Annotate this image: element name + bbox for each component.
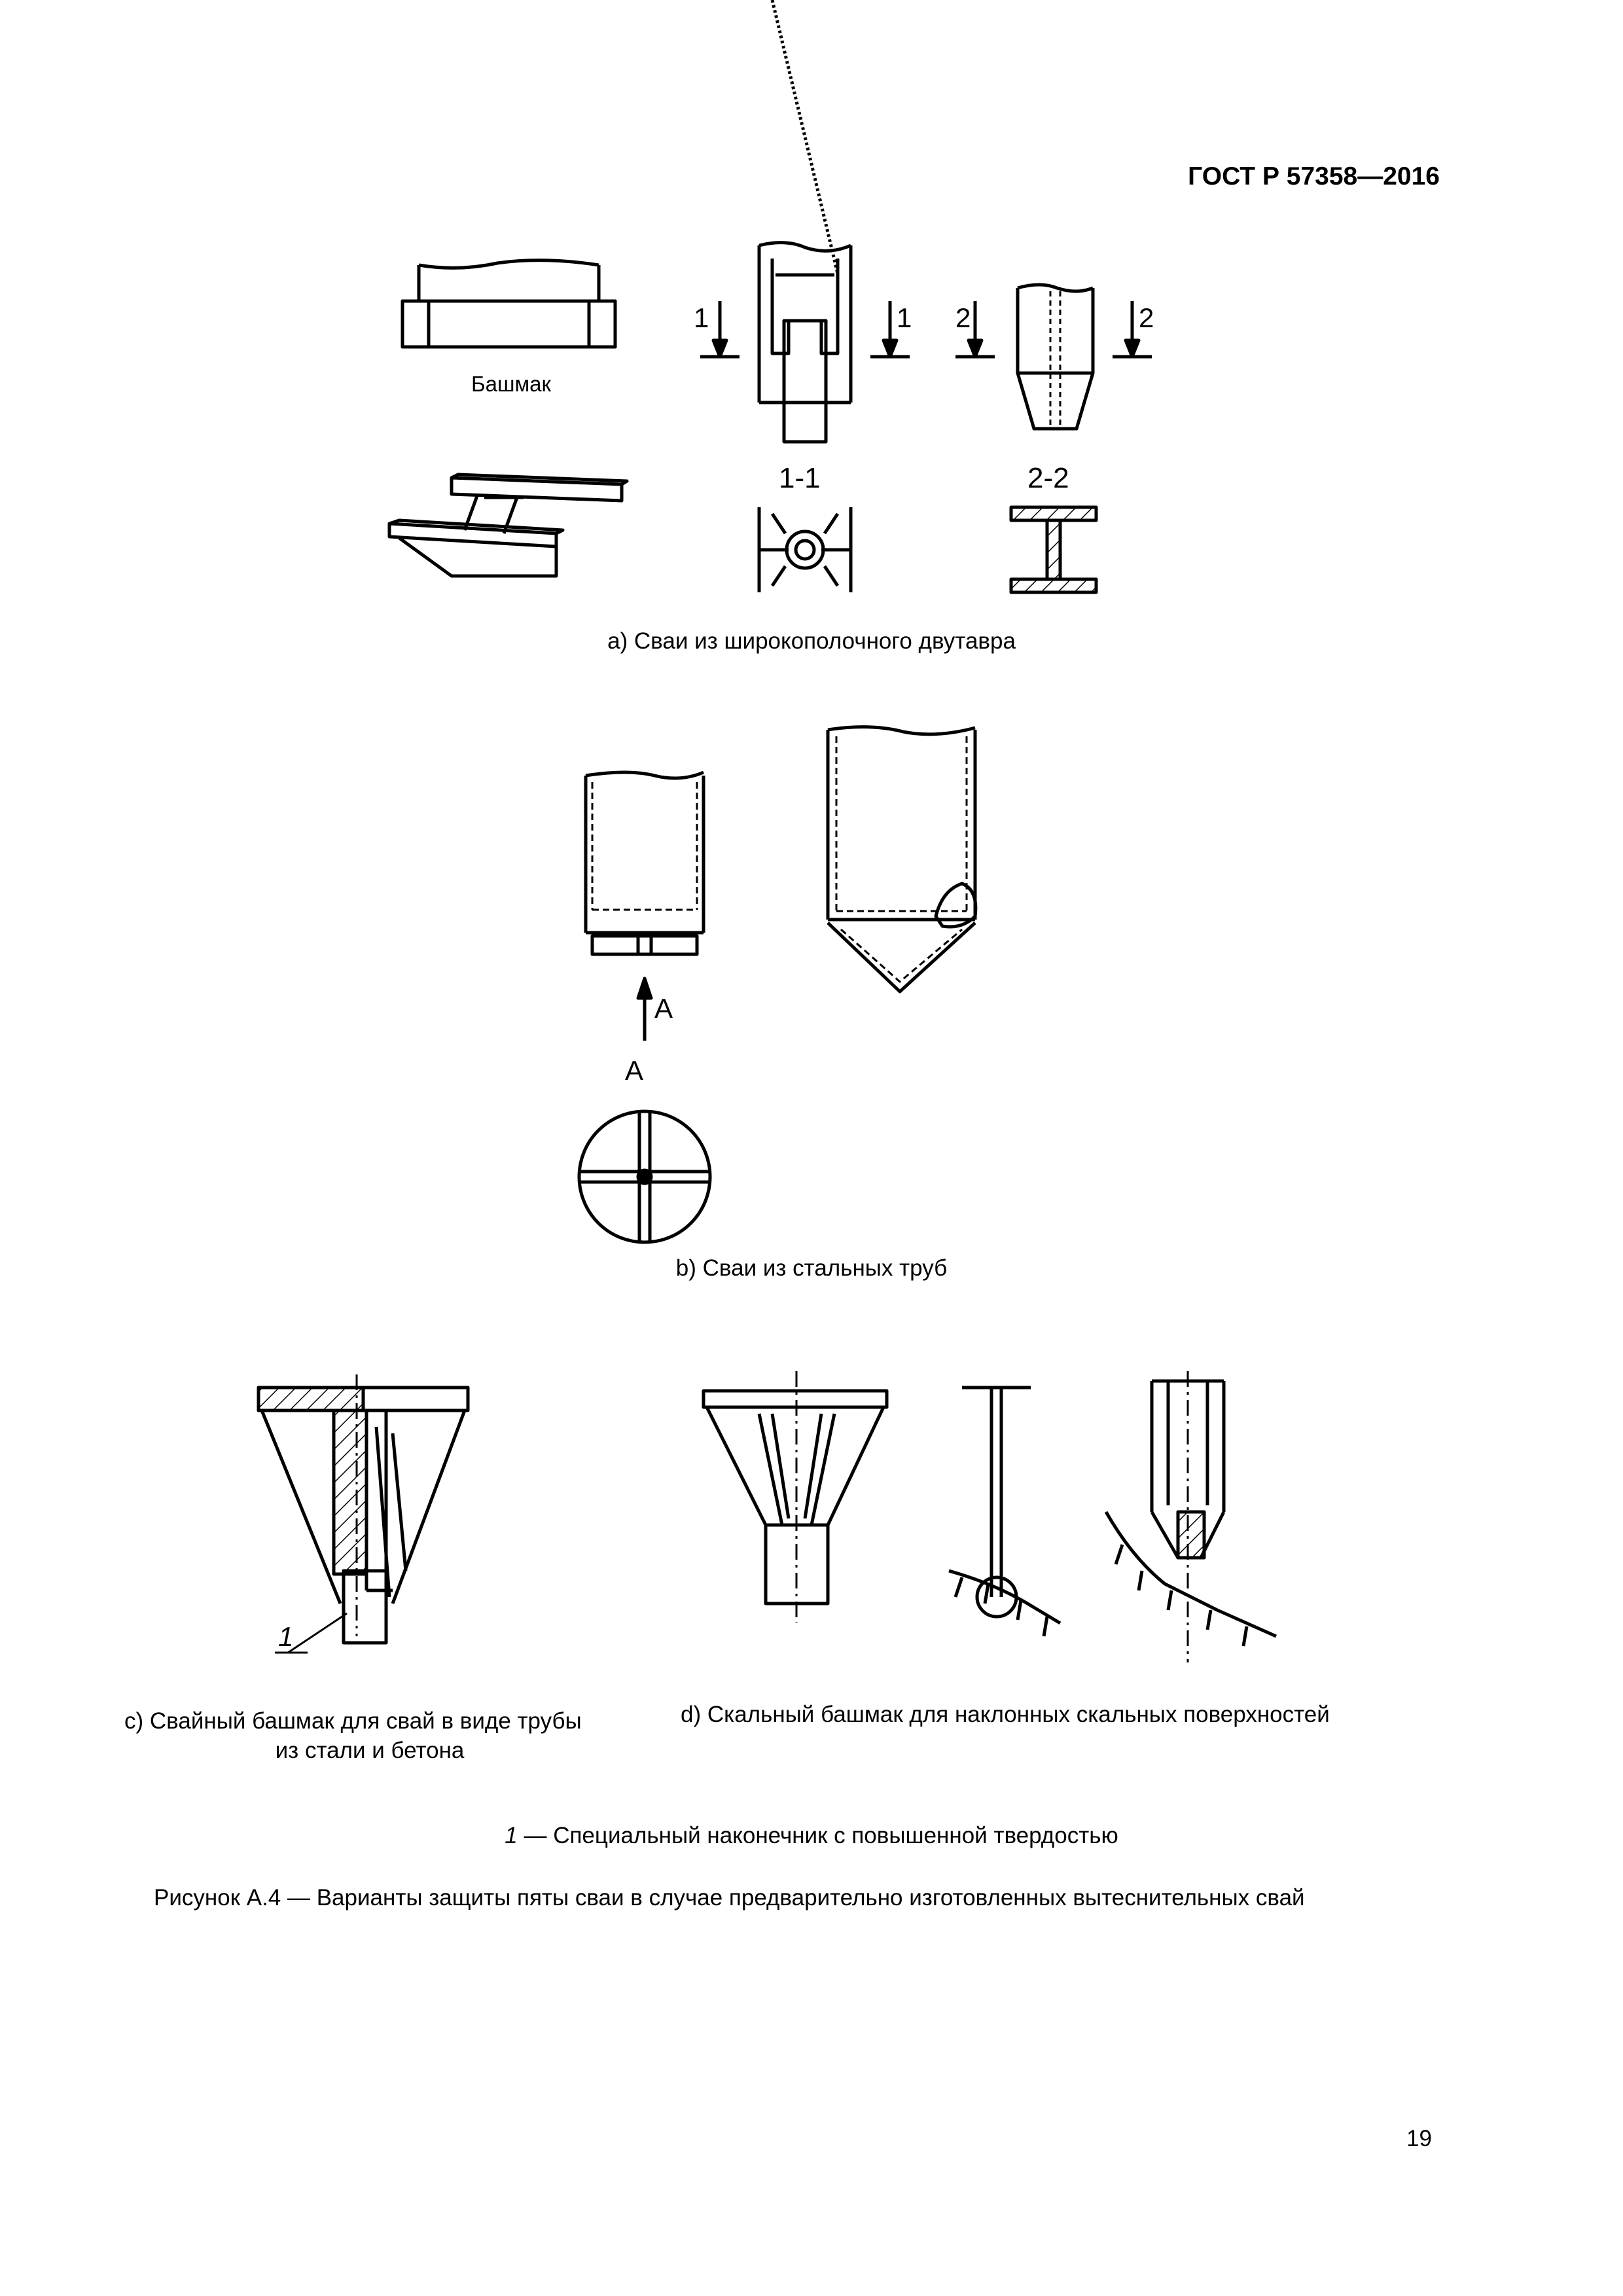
view-a-label: А — [625, 1055, 644, 1086]
section-2-right-label: 2 — [1139, 302, 1154, 333]
figure-caption: Рисунок А.4 — Варианты защиты пяты сваи в случае предварительно изготовленных вытеснительных свай — [154, 1885, 1305, 1910]
svg-text:2 — [955, 302, 971, 333]
caption-d: d) Скальный башмак для наклонных скальных поверхностей — [681, 1702, 1330, 1727]
tube-pile-cross-plate — [586, 772, 704, 954]
svg-text:2 — [1139, 302, 1154, 333]
section-1-markers — [700, 301, 910, 357]
svg-text:1 — [278, 1621, 293, 1652]
section-1-1-drawing — [759, 507, 851, 592]
svg-text:1 — [694, 302, 709, 333]
shoe-label: Башмак — [471, 372, 551, 396]
callout-1: 1 — [278, 1621, 294, 1652]
shoe-front-view — [402, 260, 615, 347]
svg-text:А — [654, 993, 673, 1024]
shoe-isometric-view — [389, 475, 627, 576]
arrow-view-a — [638, 978, 651, 1041]
svg-text:1 — [897, 302, 912, 333]
arrow-a-label: А — [654, 993, 673, 1024]
svg-text:А — [625, 1055, 643, 1086]
caption-b: b) Сваи из стальных труб — [675, 1255, 948, 1281]
rock-shoe-inclined-slope — [949, 1388, 1060, 1636]
pile-with-inserted-profile — [759, 0, 851, 442]
section-1-1-title: 1-1 — [779, 462, 821, 494]
legend-text: — Специальный наконечник с повышенной твердостью — [517, 1823, 1118, 1848]
section-2-2-title: 2-2 — [1027, 462, 1069, 494]
rock-shoe-section — [1106, 1371, 1276, 1662]
legend-number: 1 — [505, 1823, 518, 1848]
caption-c-line1: с) Свайный башмак для свай в виде трубы — [124, 1708, 582, 1734]
composite-pipe-shoe — [259, 1374, 468, 1653]
section-2-2-drawing — [1011, 507, 1096, 592]
page-number: 19 — [1406, 2126, 1432, 2151]
document-header: ГОСТ Р 57358—2016 — [1188, 162, 1440, 190]
view-a-circle — [579, 1111, 710, 1242]
caption-c-line2: из стали и бетона — [275, 1738, 465, 1763]
pile-with-welded-tip — [1018, 285, 1093, 429]
legend-line — [157, 1823, 1466, 1849]
section-2-left-label: 2 — [955, 302, 971, 333]
tube-pile-conical-tip — [828, 727, 976, 992]
section-1-left-label: 1 — [694, 302, 709, 333]
section-2-markers — [955, 301, 1152, 357]
caption-a: а) Сваи из широкополочного двутавра — [607, 628, 1016, 654]
rock-shoe-front — [704, 1371, 887, 1623]
svg-text:2-2 — [1027, 462, 1069, 494]
section-1-right-label: 1 — [897, 302, 912, 333]
svg-text:1-1 — [779, 462, 821, 494]
